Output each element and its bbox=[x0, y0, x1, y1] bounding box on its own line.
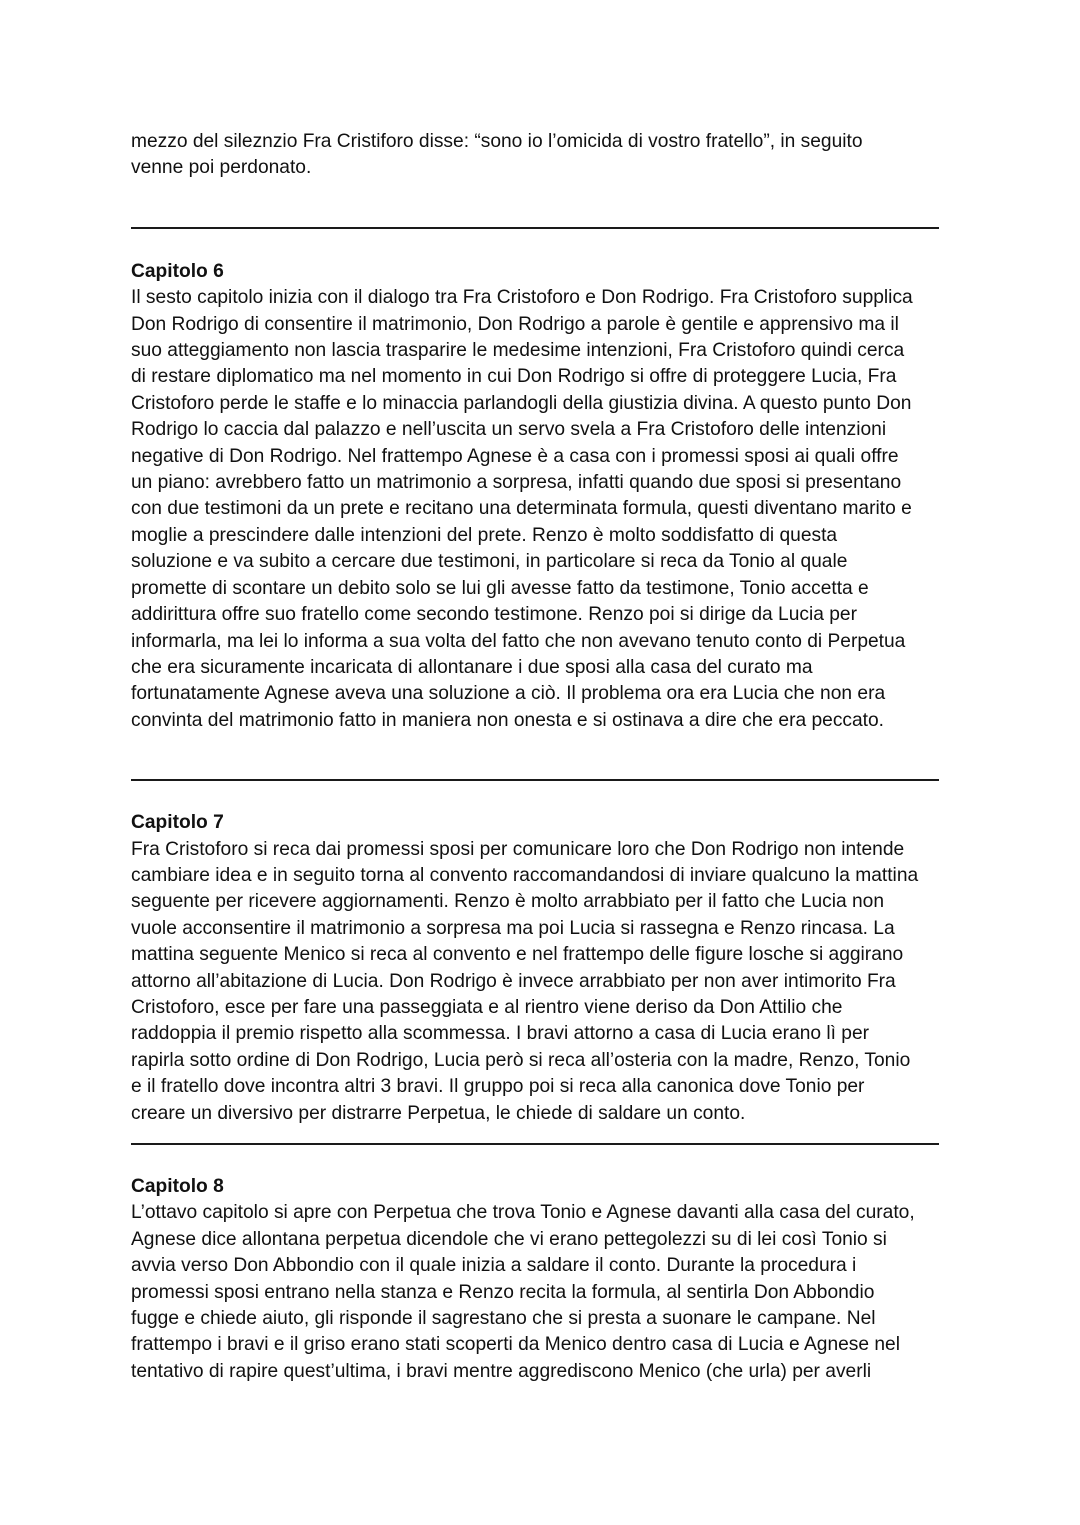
chapter-8-text: L’ottavo capitolo si apre con Perpetua che trova Tonio e Agnese davanti alla casa del curato, Agnese dice allontana perpetua dicendole che vi erano pettegolezzi su di lei così Tonio si avvia verso Don Abbondio con il quale inizia a saldare il conto. Durante la procedura i promessi sposi entrano nella stanza e Renzo recita la formula, al sentirla Don Abbondio fugge e chiede aiuto, gli risponde il sagrestano che si presta a suonare le campane. Nel frattempo i bravi e il griso erano stati scoperti da Menico dentro casa di Lucia e Agnese nel tentativo di rapire quest’ultima, i bravi mentre aggrediscono Menico (che urla) per averli bbox=[131, 1202, 915, 1382]
section-divider bbox=[131, 227, 939, 229]
section-divider bbox=[131, 779, 939, 781]
document-page bbox=[131, 129, 951, 1385]
section-divider bbox=[131, 1143, 939, 1145]
chapter-8-title: Capitolo 8 bbox=[131, 1176, 224, 1197]
intro-paragraph: mezzo del sileznzio Fra Cristiforo disse: “sono io l’omicida di vostro fratello”, in seguito venne poi perdonato. bbox=[131, 131, 863, 179]
chapter-6-title: Capitolo 6 bbox=[131, 260, 224, 282]
chapter-7-text: Fra Cristoforo si reca dai promessi sposi per comunicare loro che Don Rodrigo non intende cambiare idea e in seguito torna al convento raccomandandosi di inviare qualcuno la mattina seguente per ricevere aggiornamenti. Renzo è molto arrabbiato per il fatto che Lucia non vuole acconsentire il matrimonio a sorpresa ma poi Lucia si rassegna e Renzo rincasa. La mattina seguente Menico si reca al convento e nel frattempo delle figure losche si aggirano attorno all’abitazione di Lucia. Don Rodrigo è invece arrabbiato per non aver intimorito Fra Cristoforo, esce per fare una passeggiata e al rientro viene deriso da Don Attilio che raddoppia il premio rispetto alla scommessa. I bravi attorno a casa di Lucia erano lì per rapirla sotto ordine di Don Rodrigo, Lucia però si reca all’osteria con la madre, Renzo, Tonio e il fratello dove incontra altri 3 bravi. Il gruppo poi si reca alla canonica dove Tonio per creare un diversivo per distrarre Perpetua, le chiede di saldare un conto. bbox=[131, 838, 919, 1124]
chapter-7-title: Capitolo 7 bbox=[131, 812, 224, 834]
chapter-6-text: Il sesto capitolo inizia con il dialogo tra Fra Cristoforo e Don Rodrigo. Fra Cristoforo supplica Don Rodrigo di consentire il matrimonio, Don Rodrigo a parole è gentile e apprensivo ma il suo atteggiamento non lascia trasparire le medesime intenzioni, Fra Cristoforo quindi cerca di restare diplomatico ma nel momento in cui Don Rodrigo si offre di proteggere Lucia, Fra Cristoforo perde le staffe e lo minaccia parlandogli della giustizia divina. A questo punto Don Rodrigo lo caccia dal palazzo e nell’uscita un servo svela a Fra Cristoforo delle intenzioni negative di Don Rodrigo. Nel frattempo Agnese è a casa con i promessi sposi ai quali offre un piano: avrebbero fatto un matrimonio a sorpresa, infatti quando due sposi si presentano con due testimoni da un prete e recitano una determinata formula, questi diventano marito e moglie a prescindere dalle intenzioni del prete. Renzo è molto soddisfatto di questa soluzione e va subito a cercare due testimoni, in particolare si reca da Tonio al quale promette di scontare un debito solo se lui gli avesse fatto da testimone, Tonio accetta e addirittura offre suo fratello come secondo testimone. Renzo poi si dirige da Lucia per informarla, ma lei lo informa a sua volta del fatto che non avevano tenuto conto di Perpetua che era sicuramente incaricata di allontanare i due sposi alla casa del curato ma fortunatamente Agnese aveva una soluzione a ciò. Il problema ora era Lucia che non era convinta del matrimonio fatto in maniera non onesta e si ostinava a dire che era peccato. bbox=[131, 287, 913, 731]
